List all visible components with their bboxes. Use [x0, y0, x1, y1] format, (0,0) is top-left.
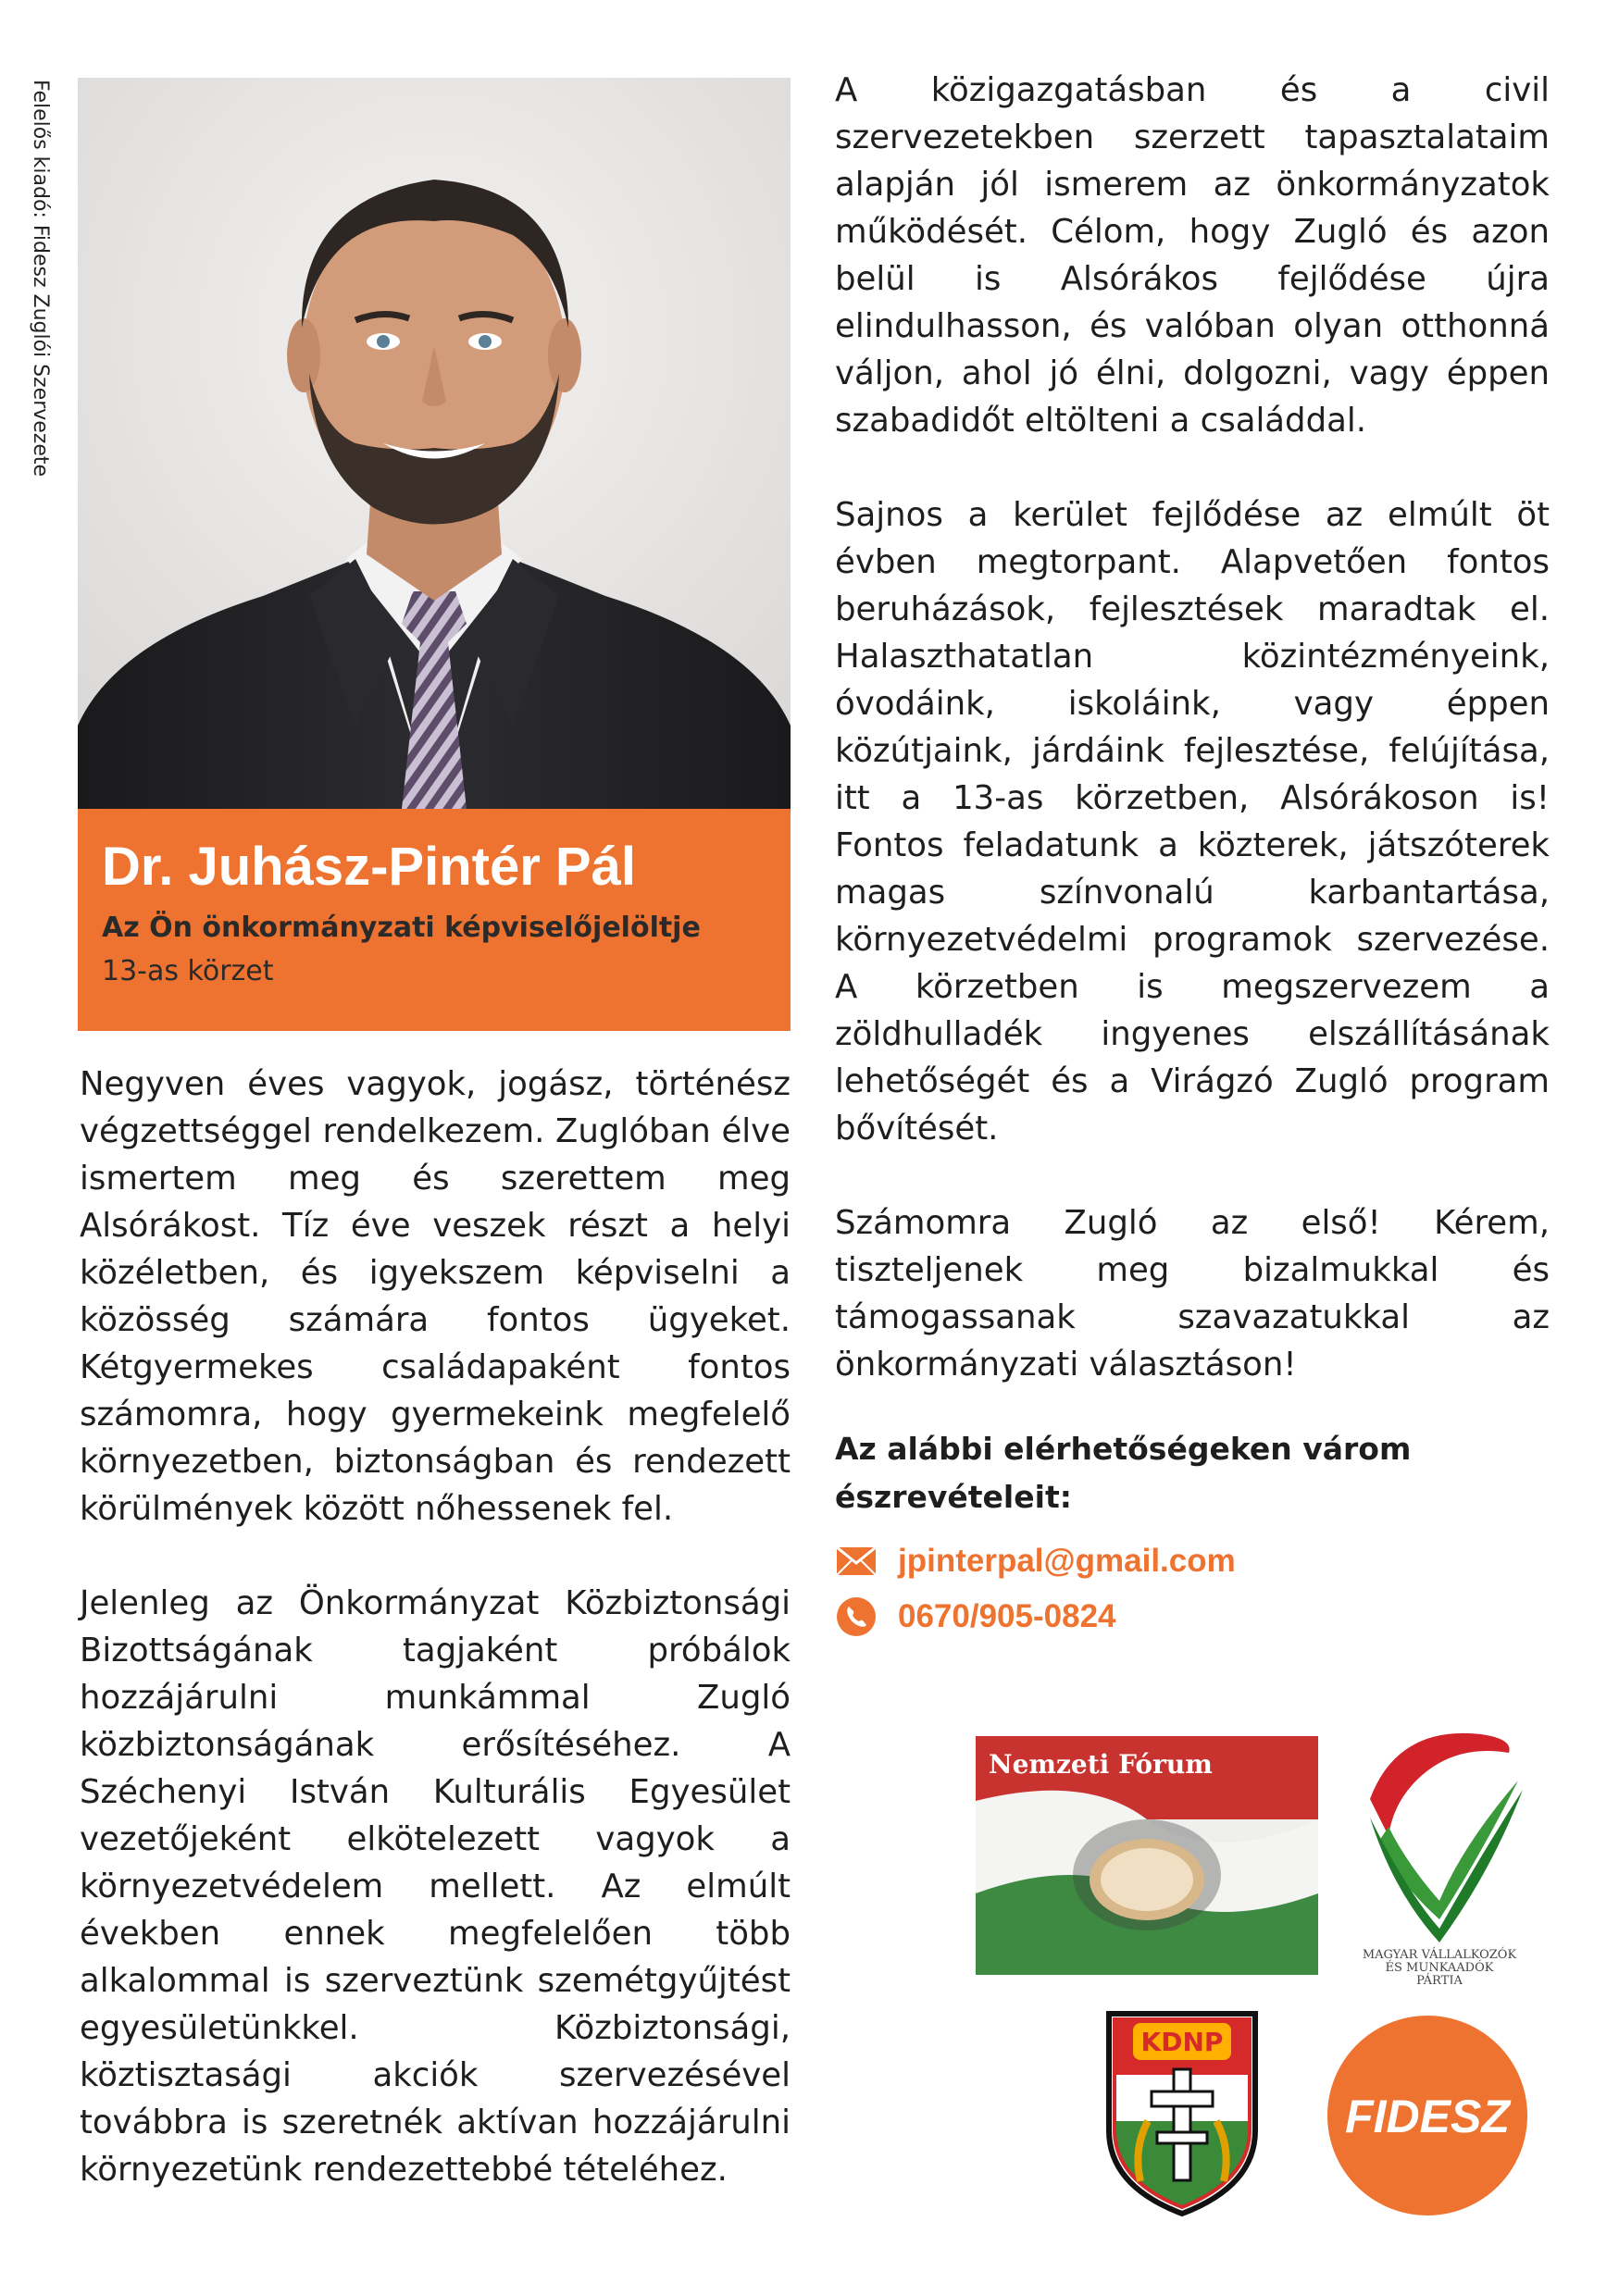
svg-text:MAGYAR VÁLLALKOZÓK: MAGYAR VÁLLALKOZÓK — [1362, 1948, 1517, 1962]
fidesz-logo — [1326, 2014, 1529, 2217]
kdnp-logo-graphic — [1105, 2010, 1259, 2217]
contact-heading: Az alábbi elérhetőségeken várom észrevételeit: — [835, 1431, 1412, 1515]
left-paragraph-2: Jelenleg az Önkormányzat Közbiztonsági Bizottságának tagjaként próbálok hozzájárulni munkámmal Zugló közbiztonságának erősítéséhez. A Széchenyi István Kulturális Egyesület vezetőjeként elkötelezett vagyok a környezetvédelem mellett. Az elmúlt években ennek megfelelően több alkalommal is szerveztünk szemétgyűjtést egyesületünkkel. Közbiztonsági, köztisztasági akciók szervezésével továbbra is szeretnék aktívan hozzájárulni környezetünk rendezettebbé tételéhez. — [80, 1584, 791, 2189]
publisher-credit-text: Felelős kiadó: Fidesz Zuglói Szervezete — [29, 80, 52, 478]
right-paragraph-3: Számomra Zugló az első! Kérem, tiszteljenek meg bizalmukkal és támogassanak szavazatukkal az önkormányzati választáson! — [835, 1204, 1550, 1384]
candidate-namebox — [78, 809, 791, 1031]
svg-text:PÁRTJA: PÁRTJA — [1416, 1974, 1463, 1984]
left-paragraph-1: Negyven éves vagyok, jogász, történész végzettséggel rendelkezem. Zuglóban élve ismertem meg és szerettem meg Alsórákost. Tíz éve veszek részt a helyi közéletben, és igyekszem képviselni a közösség számára fontos ügyeket. Kétgyermekes családapaként fontos számomra, hogy gyermekeink megfelelő környezetben, biztonságban és rendezett körülmények között nőhessenek fel. — [80, 1065, 791, 1528]
candidate-role: Az Ön önkormányzati képviselőjelöltje — [102, 912, 701, 944]
phone-link[interactable]: 0670/905-0824 — [898, 1598, 1116, 1634]
candidate-name: Dr. Juhász-Pintér Pál — [102, 837, 636, 897]
candidate-photo — [78, 78, 791, 809]
right-column-text — [835, 67, 1550, 1388]
kdnp-label: KDNP — [1140, 2027, 1224, 2057]
mvmp-logo — [1351, 1716, 1527, 1984]
left-column-text — [80, 1061, 791, 2193]
nemzeti-forum-label: Nemzeti Fórum — [989, 1749, 1213, 1780]
envelope-icon — [835, 1540, 878, 1582]
email-contact[interactable] — [835, 1538, 1483, 1584]
publisher-credit — [26, 80, 57, 505]
candidate-district: 13-as körzet — [102, 955, 274, 987]
right-paragraph-2: Sajnos a kerület fejlődése az elmúlt öt évben megtorpant. Alapvetően fontos beruházások, fejlesztések maradtak el. Halaszthatatlan közintézményeink, óvodáink, iskoláink, vagy éppen közútjaink, járdáink fejlesztése, felújítása, itt a 13-as körzetben, Alsórákoson is! Fontos feladatunk a közterek, játszóterek magas színvonalú karbantartása, környezetvédelmi programok szervezése. A körzetben is megszervezem a zöldhulladék ingyenes elszállításának lehetőségét és a Virágzó Zugló program bővítését. — [835, 496, 1550, 1148]
fidesz-logo-graphic — [1326, 2014, 1529, 2217]
email-link[interactable]: jpinterpal@gmail.com — [898, 1543, 1236, 1579]
phone-contact[interactable] — [835, 1594, 1483, 1640]
candidate-portrait — [78, 78, 791, 809]
svg-text:ÉS MUNKAADÓK: ÉS MUNKAADÓK — [1385, 1961, 1494, 1975]
right-paragraph-1: A közigazgatásban és a civil szervezetekben szerzett tapasztalataim alapján jól ismerem az önkormányzatok működését. Célom, hogy Zugló és azon belül is Alsórákos fejlődése újra elindulhasson, és valóban olyan otthonná váljon, ahol jó élni, dolgozni, vagy éppen szabadidőt eltölteni a családdal. — [835, 71, 1550, 440]
nemzeti-forum-logo — [976, 1736, 1318, 1975]
phone-icon — [835, 1595, 878, 1638]
nemzeti-forum-logo-graphic — [976, 1736, 1318, 1975]
kdnp-logo — [1105, 2010, 1259, 2217]
fidesz-label: FIDESZ — [1345, 2091, 1510, 2142]
mvmp-logo-graphic — [1351, 1716, 1527, 1984]
